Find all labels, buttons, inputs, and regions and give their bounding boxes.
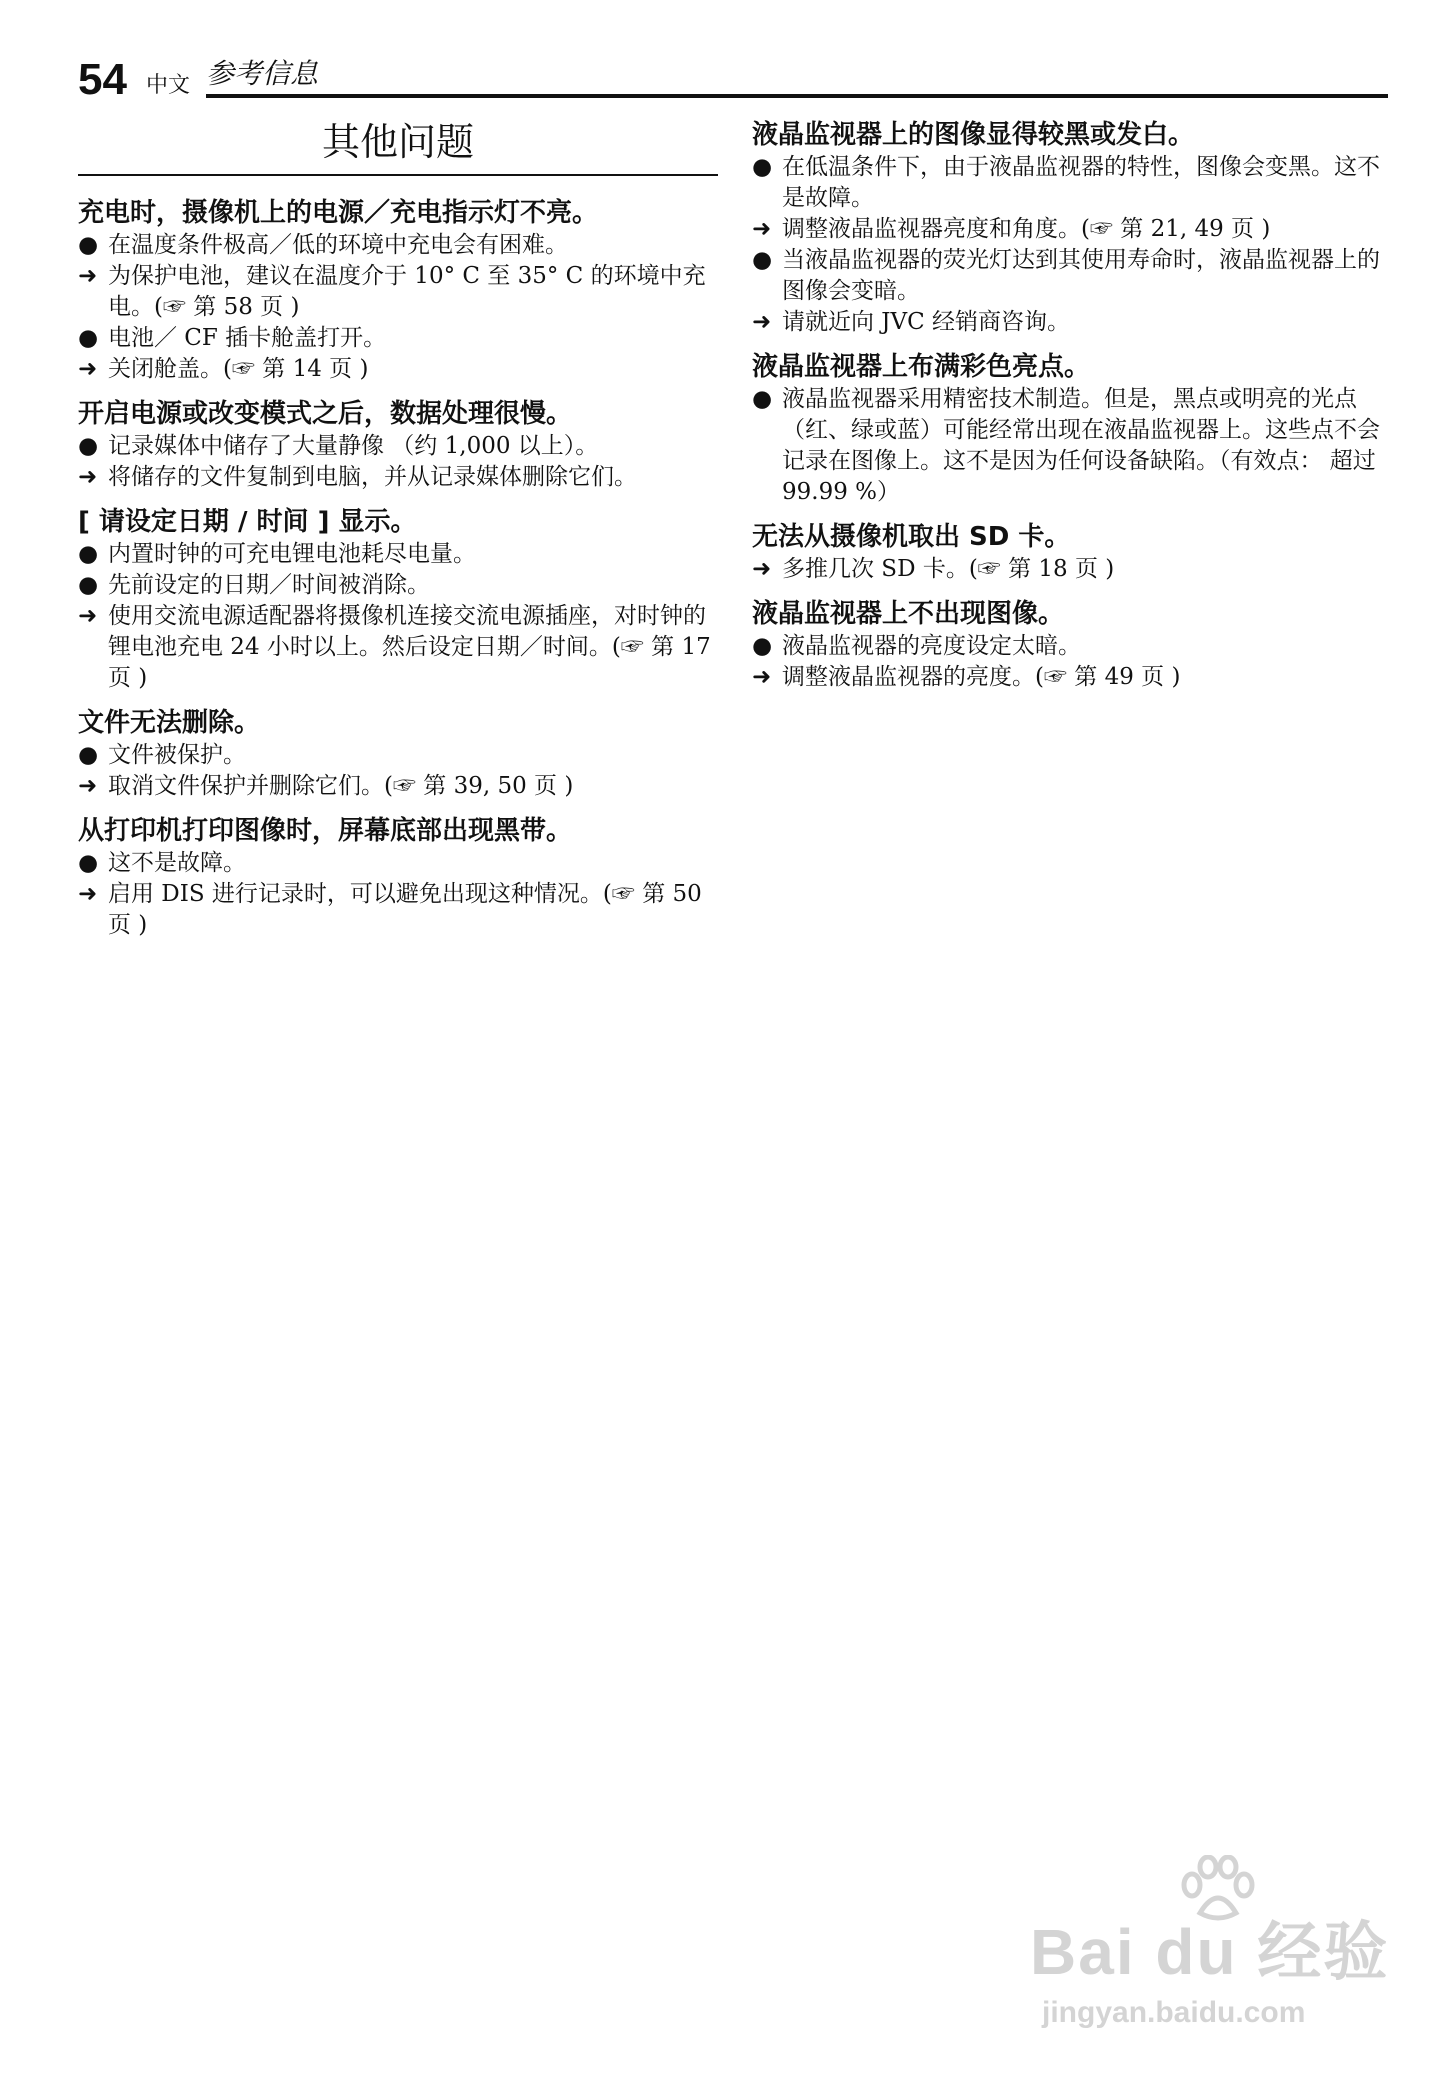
arrow-right-icon: ➜ [78, 881, 98, 907]
troubleshooting-topic [78, 814, 718, 941]
symptom-item [78, 431, 718, 462]
item-text: 液晶监视器采用精密技术制造。但是，黑点或明亮的光点 （红、绿或蓝）可能经常出现在液晶监视器上。这些点不会记录在图像上。这不是因为任何设备缺陷。（有效点： 超过 99.99 %） [782, 386, 1380, 505]
bullet-icon: ● [752, 154, 773, 180]
item-text: 关闭舱盖。(☞ 第 14 页 ) [108, 356, 369, 382]
remedy-item [78, 462, 718, 493]
arrow-right-icon: ➜ [752, 309, 772, 335]
arrow-right-icon: ➜ [78, 603, 98, 629]
item-text: 为保护电池，建议在温度介于 10° C 至 35° C 的环境中充电。(☞ 第 58 页 ) [108, 263, 706, 320]
symptom-item [78, 230, 718, 261]
bullet-icon: ● [752, 633, 773, 659]
troubleshooting-topic [752, 597, 1392, 693]
item-text: 液晶监视器的亮度设定太暗。 [782, 633, 1081, 659]
left-column [78, 118, 718, 953]
troubleshooting-topic [752, 350, 1392, 508]
bullet-icon: ● [752, 386, 773, 412]
right-topic-list [752, 118, 1392, 693]
arrow-right-icon: ➜ [78, 356, 98, 382]
symptom-item [752, 384, 1392, 508]
item-text: 调整液晶监视器的亮度。(☞ 第 49 页 ) [782, 664, 1181, 690]
item-text: 使用交流电源适配器将摄像机连接交流电源插座，对时钟的锂电池充电 24 小时以上。然后设定日期／时间。(☞ 第 17 页 ) [108, 603, 711, 691]
remedy-item [78, 354, 718, 385]
symptom-item [752, 631, 1392, 662]
bullet-icon: ● [78, 742, 99, 768]
section-title: 其他问题 [78, 118, 718, 176]
page-number: 54 [78, 55, 127, 104]
symptom-item [78, 323, 718, 354]
bullet-icon: ● [752, 247, 773, 273]
bullet-icon: ● [78, 433, 99, 459]
item-text: 这不是故障。 [108, 850, 246, 876]
watermark-brand: Bai du 经验 [1030, 1916, 1390, 1988]
symptom-item [78, 539, 718, 570]
item-text: 调整液晶监视器亮度和角度。(☞ 第 21, 49 页 ) [782, 216, 1271, 242]
watermark-url: jingyan.baidu.com [1042, 1996, 1306, 2029]
header-rule [206, 94, 1388, 98]
symptom-item [78, 740, 718, 771]
item-text: 在温度条件极高／低的环境中充电会有困难。 [108, 232, 568, 258]
right-column [752, 118, 1392, 705]
paw-icon [1178, 1855, 1258, 1925]
remedy-item [78, 879, 718, 941]
page-header [78, 55, 1388, 104]
item-text: 请就近向 JVC 经销商咨询。 [782, 309, 1071, 335]
language-label: 中文 [146, 73, 191, 98]
item-text: 将储存的文件复制到电脑，并从记录媒体删除它们。 [108, 464, 637, 490]
arrow-right-icon: ➜ [78, 773, 98, 799]
remedy-item [78, 601, 718, 694]
arrow-right-icon: ➜ [752, 556, 772, 582]
arrow-right-icon: ➜ [78, 263, 98, 289]
troubleshooting-topic [78, 706, 718, 802]
item-text: 多推几次 SD 卡。(☞ 第 18 页 ) [782, 556, 1115, 582]
item-text: 文件被保护。 [108, 742, 246, 768]
left-topic-list [78, 196, 718, 941]
item-text: 记录媒体中储存了大量静像 （约 1,000 以上）。 [108, 433, 599, 459]
item-text: 电池／ CF 插卡舱盖打开。 [108, 325, 387, 351]
topic-heading: [ 请设定日期 / 时间 ] 显示。 [78, 507, 417, 537]
bullet-icon: ● [78, 572, 99, 598]
bullet-icon: ● [78, 850, 99, 876]
item-text: 启用 DIS 进行记录时，可以避免出现这种情况。(☞ 第 50 页 ) [108, 881, 702, 938]
topic-heading: 无法从摄像机取出 SD 卡。 [752, 522, 1071, 552]
remedy-item [752, 307, 1392, 338]
troubleshooting-topic [78, 397, 718, 493]
topic-heading: 液晶监视器上的图像显得较黑或发白。 [752, 120, 1195, 150]
remedy-item [752, 554, 1392, 585]
symptom-item [78, 848, 718, 879]
item-text: 在低温条件下，由于液晶监视器的特性，图像会变黑。这不是故障。 [782, 154, 1380, 211]
symptom-item [752, 152, 1392, 214]
topic-heading: 充电时，摄像机上的电源／充电指示灯不亮。 [78, 198, 599, 228]
topic-heading: 液晶监视器上不出现图像。 [752, 599, 1065, 629]
item-text: 内置时钟的可充电锂电池耗尽电量。 [108, 541, 476, 567]
troubleshooting-topic [752, 520, 1392, 585]
remedy-item [78, 771, 718, 802]
item-text: 当液晶监视器的荧光灯达到其使用寿命时，液晶监视器上的图像会变暗。 [782, 247, 1380, 304]
topic-heading: 开启电源或改变模式之后，数据处理很慢。 [78, 399, 573, 429]
topic-heading: 液晶监视器上布满彩色亮点。 [752, 352, 1091, 382]
remedy-item [752, 214, 1392, 245]
symptom-item [78, 570, 718, 601]
bullet-icon: ● [78, 541, 99, 567]
troubleshooting-topic [752, 118, 1392, 338]
baidu-watermark [1030, 1855, 1390, 2040]
arrow-right-icon: ➜ [752, 664, 772, 690]
remedy-item [78, 261, 718, 323]
arrow-right-icon: ➜ [752, 216, 772, 242]
topic-heading: 文件无法删除。 [78, 708, 261, 738]
item-text: 先前设定的日期／时间被消除。 [108, 572, 430, 598]
section-name: 参考信息 [206, 57, 319, 90]
item-text: 取消文件保护并删除它们。(☞ 第 39, 50 页 ) [108, 773, 574, 799]
bullet-icon: ● [78, 325, 99, 351]
troubleshooting-topic [78, 196, 718, 385]
remedy-item [752, 662, 1392, 693]
arrow-right-icon: ➜ [78, 464, 98, 490]
topic-heading: 从打印机打印图像时，屏幕底部出现黑带。 [78, 816, 573, 846]
symptom-item [752, 245, 1392, 307]
bullet-icon: ● [78, 232, 99, 258]
troubleshooting-topic [78, 505, 718, 694]
